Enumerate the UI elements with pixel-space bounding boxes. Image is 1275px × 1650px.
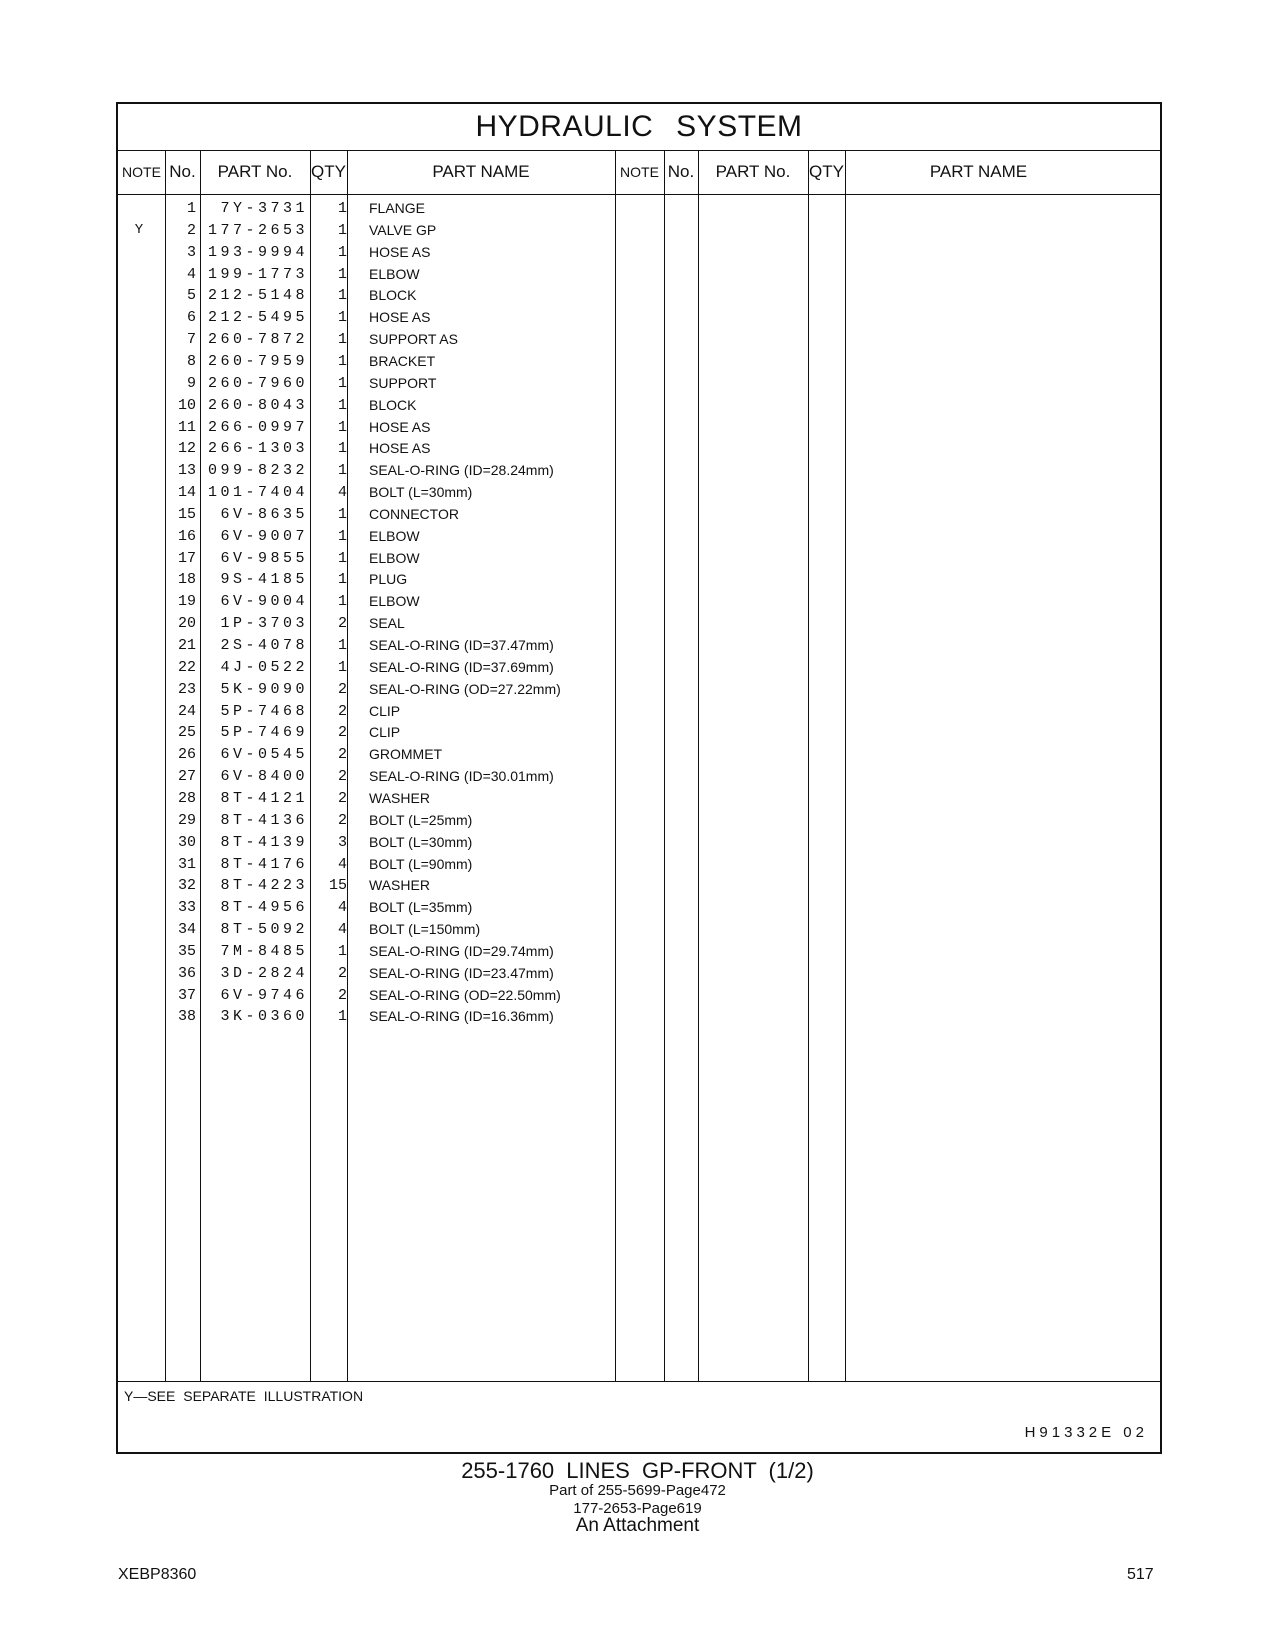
row-number: 4 — [186, 265, 196, 283]
row-quantity: 3 — [337, 833, 347, 851]
row-part-number: 6V-8400 — [220, 768, 308, 786]
table-row — [118, 722, 1160, 744]
header-note-right: NOTE — [620, 164, 659, 180]
row-quantity: 1 — [337, 331, 347, 349]
row-part-name: HOSE AS — [369, 418, 431, 435]
row-part-name: WASHER — [369, 789, 430, 806]
row-number: 33 — [177, 899, 196, 917]
table-row — [118, 875, 1160, 897]
row-part-name: SEAL-O-RING (ID=23.47mm) — [369, 964, 554, 981]
row-number: 24 — [177, 702, 196, 720]
row-part-name: CLIP — [369, 724, 401, 741]
row-part-name: PLUG — [369, 571, 408, 588]
row-quantity: 1 — [337, 200, 347, 217]
row-part-number: 3K-0360 — [220, 1008, 308, 1026]
row-part-number: 8T-4176 — [220, 855, 308, 873]
row-part-number: 2S-4078 — [220, 637, 308, 654]
row-part-name: SEAL-O-RING (ID=37.47mm) — [369, 637, 554, 653]
row-part-name: SEAL-O-RING (ID=29.74mm) — [369, 942, 554, 959]
row-part-number: 7Y-3731 — [220, 200, 308, 217]
table-row — [118, 285, 1160, 307]
row-part-name: CONNECTOR — [369, 505, 459, 522]
table-row — [118, 548, 1160, 570]
row-part-name: SUPPORT — [369, 374, 437, 391]
row-quantity: 1 — [337, 505, 347, 523]
row-quantity: 1 — [337, 462, 347, 480]
table-row — [118, 264, 1160, 286]
row-part-number: 8T-4121 — [220, 789, 308, 807]
footer-divider — [118, 1381, 1160, 1382]
row-part-number: 8T-4136 — [220, 811, 308, 829]
row-part-name: HOSE AS — [369, 440, 431, 457]
row-quantity: 1 — [337, 527, 347, 545]
row-part-number: 8T-4223 — [220, 877, 308, 895]
row-part-number: 6V-9004 — [220, 593, 308, 611]
row-part-number: 8T-4139 — [220, 833, 308, 851]
header-note-left: NOTE — [122, 164, 161, 180]
row-part-number: 260-7959 — [207, 352, 308, 370]
row-part-number: 260-7960 — [207, 374, 308, 392]
row-part-name: BOLT (L=35mm) — [369, 899, 473, 916]
caption-reference: Part of 255-5699-Page472 — [549, 1482, 726, 1499]
row-number: 12 — [177, 440, 196, 458]
table-row — [118, 1006, 1160, 1028]
row-part-number: 177-2653 — [207, 221, 308, 239]
row-part-number: 8T-4956 — [220, 899, 308, 917]
page-number: 517 — [1127, 1566, 1154, 1583]
row-quantity: 2 — [337, 964, 347, 982]
row-quantity: 1 — [337, 396, 347, 414]
row-number: 36 — [177, 964, 196, 982]
caption-title: 255-1760 LINES GP-FRONT (1/2) — [461, 1458, 814, 1483]
row-quantity: 1 — [337, 374, 347, 392]
row-quantity: 15 — [328, 877, 347, 895]
table-row — [118, 395, 1160, 417]
table-row — [118, 744, 1160, 766]
row-part-name: ELBOW — [369, 265, 420, 282]
row-quantity: 1 — [337, 1008, 347, 1026]
row-part-name: BOLT (L=90mm) — [369, 855, 473, 872]
row-quantity: 2 — [337, 615, 347, 633]
table-row — [118, 613, 1160, 635]
table-row — [118, 810, 1160, 832]
row-quantity: 1 — [337, 593, 347, 611]
row-part-name: BOLT (L=150mm) — [369, 921, 481, 938]
row-number: 20 — [177, 615, 196, 633]
row-part-name: BLOCK — [369, 287, 417, 304]
header-no-right: No. — [667, 162, 695, 181]
row-quantity: 1 — [337, 265, 347, 283]
caption-reference-2: 177-2653-Page619 — [573, 1500, 702, 1517]
row-quantity: 1 — [337, 658, 347, 676]
table-row — [118, 941, 1160, 963]
row-part-number: 5P-7468 — [220, 702, 308, 720]
row-number: 38 — [177, 1008, 196, 1026]
table-row — [118, 963, 1160, 985]
drawing-number: H91332E 02 — [1024, 1424, 1148, 1441]
row-quantity: 2 — [337, 789, 347, 807]
row-part-number: 9S-4185 — [220, 571, 308, 589]
row-number: 11 — [177, 418, 196, 436]
row-note: Y — [134, 221, 144, 238]
row-number: 16 — [177, 527, 196, 545]
row-number: 15 — [177, 505, 196, 523]
row-number: 9 — [186, 374, 196, 392]
row-number: 26 — [177, 746, 196, 764]
row-part-name: BOLT (L=30mm) — [369, 833, 473, 850]
row-part-name: BOLT (L=30mm) — [369, 484, 473, 501]
table-row — [118, 438, 1160, 460]
row-quantity: 1 — [337, 287, 347, 305]
row-part-name: SEAL-O-RING (ID=37.69mm) — [369, 658, 554, 675]
row-number: 23 — [177, 680, 196, 698]
row-part-number: 212-5495 — [207, 309, 308, 327]
row-quantity: 1 — [337, 418, 347, 436]
row-quantity: 1 — [337, 440, 347, 458]
row-part-name: VALVE GP — [369, 221, 437, 238]
row-part-number: 193-9994 — [207, 243, 308, 261]
table-row — [118, 919, 1160, 941]
row-part-name: GROMMET — [369, 746, 443, 763]
section-title: HYDRAULIC SYSTEM — [118, 104, 1160, 151]
row-number: 8 — [186, 352, 196, 370]
table-row — [118, 897, 1160, 919]
table-row — [118, 198, 1160, 220]
caption-subtitle: An Attachment — [575, 1515, 700, 1536]
row-number: 5 — [186, 287, 196, 305]
row-number: 30 — [177, 833, 196, 851]
table-row — [118, 985, 1160, 1007]
row-number: 2 — [186, 221, 196, 239]
row-quantity: 2 — [337, 986, 347, 1004]
row-part-number: 212-5148 — [207, 287, 308, 305]
row-quantity: 1 — [337, 352, 347, 370]
row-part-name: BLOCK — [369, 396, 417, 413]
table-row — [118, 526, 1160, 548]
table-row — [118, 220, 1160, 242]
table-row — [118, 417, 1160, 439]
row-quantity: 1 — [337, 309, 347, 327]
header-no-left: No. — [169, 162, 196, 181]
row-number: 17 — [177, 549, 196, 567]
row-number: 22 — [177, 658, 196, 676]
table-header — [118, 150, 1160, 195]
row-part-number: 1P-3703 — [220, 615, 308, 633]
row-quantity: 1 — [337, 571, 347, 589]
document-id: XEBP8360 — [118, 1566, 197, 1583]
row-number: 21 — [177, 637, 196, 654]
table-row — [118, 679, 1160, 701]
table-row — [118, 504, 1160, 526]
row-quantity: 1 — [337, 221, 347, 239]
row-quantity: 4 — [337, 899, 347, 917]
row-number: 27 — [177, 768, 196, 786]
row-part-name: SEAL-O-RING (ID=28.24mm) — [369, 462, 554, 479]
row-quantity: 4 — [337, 484, 347, 502]
row-part-name: ELBOW — [369, 549, 420, 566]
table-row — [118, 242, 1160, 264]
row-number: 10 — [177, 396, 196, 414]
row-number: 14 — [177, 484, 196, 502]
row-quantity: 1 — [337, 637, 347, 654]
row-number: 34 — [177, 921, 196, 939]
row-quantity: 1 — [337, 549, 347, 567]
row-part-number: 4J-0522 — [220, 658, 308, 676]
row-part-name: HOSE AS — [369, 243, 431, 260]
row-part-name: BRACKET — [369, 352, 436, 369]
row-part-number: 101-7404 — [207, 484, 308, 502]
row-number: 6 — [186, 309, 196, 327]
header-part-no-right: PART No. — [715, 162, 791, 181]
table-row — [118, 657, 1160, 679]
table-row — [118, 329, 1160, 351]
row-part-name: HOSE AS — [369, 309, 431, 326]
table-row — [118, 766, 1160, 788]
row-number: 3 — [186, 243, 196, 261]
row-quantity: 2 — [337, 768, 347, 786]
row-number: 35 — [177, 942, 196, 960]
table-row — [118, 854, 1160, 876]
footnote: Y—SEE SEPARATE ILLUSTRATION — [124, 1388, 364, 1404]
row-part-name: SEAL-O-RING (OD=27.22mm) — [369, 680, 561, 697]
row-quantity: 4 — [337, 921, 347, 939]
row-part-number: 3D-2824 — [220, 964, 308, 982]
row-part-name: SUPPORT AS — [369, 331, 458, 348]
row-quantity: 2 — [337, 702, 347, 720]
table-row — [118, 307, 1160, 329]
row-part-name: ELBOW — [369, 593, 420, 610]
row-number: 37 — [177, 986, 196, 1004]
row-part-number: 6V-8635 — [220, 505, 308, 523]
row-number: 18 — [177, 571, 196, 589]
row-part-name: CLIP — [369, 702, 401, 719]
row-part-name: BOLT (L=25mm) — [369, 811, 473, 828]
row-part-name: SEAL — [369, 615, 405, 632]
row-number: 25 — [177, 724, 196, 742]
row-part-number: 099-8232 — [207, 462, 308, 480]
header-part-no-left: PART No. — [217, 162, 293, 181]
header-part-name-right: PART NAME — [929, 162, 1028, 181]
row-quantity: 2 — [337, 680, 347, 698]
row-part-number: 8T-5092 — [220, 921, 308, 939]
row-number: 19 — [177, 593, 196, 611]
header-part-name-left: PART NAME — [432, 162, 530, 181]
row-part-name: SEAL-O-RING (OD=22.50mm) — [369, 986, 561, 1003]
table-row — [118, 701, 1160, 723]
row-part-name: ELBOW — [369, 527, 420, 544]
row-number: 32 — [177, 877, 196, 895]
row-part-number: 5K-9090 — [220, 680, 308, 698]
row-quantity: 4 — [337, 855, 347, 873]
row-part-number: 260-7872 — [207, 331, 308, 349]
header-qty-left: QTY — [311, 162, 346, 181]
row-quantity: 1 — [337, 243, 347, 261]
row-quantity: 1 — [337, 942, 347, 960]
table-row — [118, 373, 1160, 395]
table-row — [118, 351, 1160, 373]
table-row — [118, 788, 1160, 810]
row-number: 29 — [177, 811, 196, 829]
row-part-number: 7M-8485 — [220, 942, 308, 960]
row-part-number: 199-1773 — [207, 265, 308, 283]
row-part-name: WASHER — [369, 877, 430, 894]
row-part-number: 6V-9007 — [220, 527, 308, 545]
row-part-number: 6V-9855 — [220, 549, 308, 567]
table-row — [118, 591, 1160, 613]
row-number: 28 — [177, 789, 196, 807]
row-number: 1 — [186, 200, 196, 217]
header-qty-right: QTY — [809, 162, 844, 181]
row-part-number: 266-1303 — [207, 440, 308, 458]
row-quantity: 2 — [337, 811, 347, 829]
table-row — [118, 635, 1160, 657]
table-row — [118, 569, 1160, 591]
row-number: 13 — [177, 462, 196, 480]
parts-list-sheet — [116, 102, 1162, 1454]
row-part-name: FLANGE — [369, 200, 426, 216]
row-part-name: SEAL-O-RING (ID=16.36mm) — [369, 1008, 554, 1025]
row-part-number: 6V-9746 — [220, 986, 308, 1004]
row-number: 31 — [177, 855, 196, 873]
row-part-number: 5P-7469 — [220, 724, 308, 742]
table-row — [118, 482, 1160, 504]
row-quantity: 2 — [337, 746, 347, 764]
row-part-number: 266-0997 — [207, 418, 308, 436]
row-part-number: 260-8043 — [207, 396, 308, 414]
row-quantity: 2 — [337, 724, 347, 742]
row-part-name: SEAL-O-RING (ID=30.01mm) — [369, 768, 554, 785]
row-part-number: 6V-0545 — [220, 746, 308, 764]
table-row — [118, 460, 1160, 482]
table-row — [118, 832, 1160, 854]
row-number: 7 — [186, 331, 196, 349]
